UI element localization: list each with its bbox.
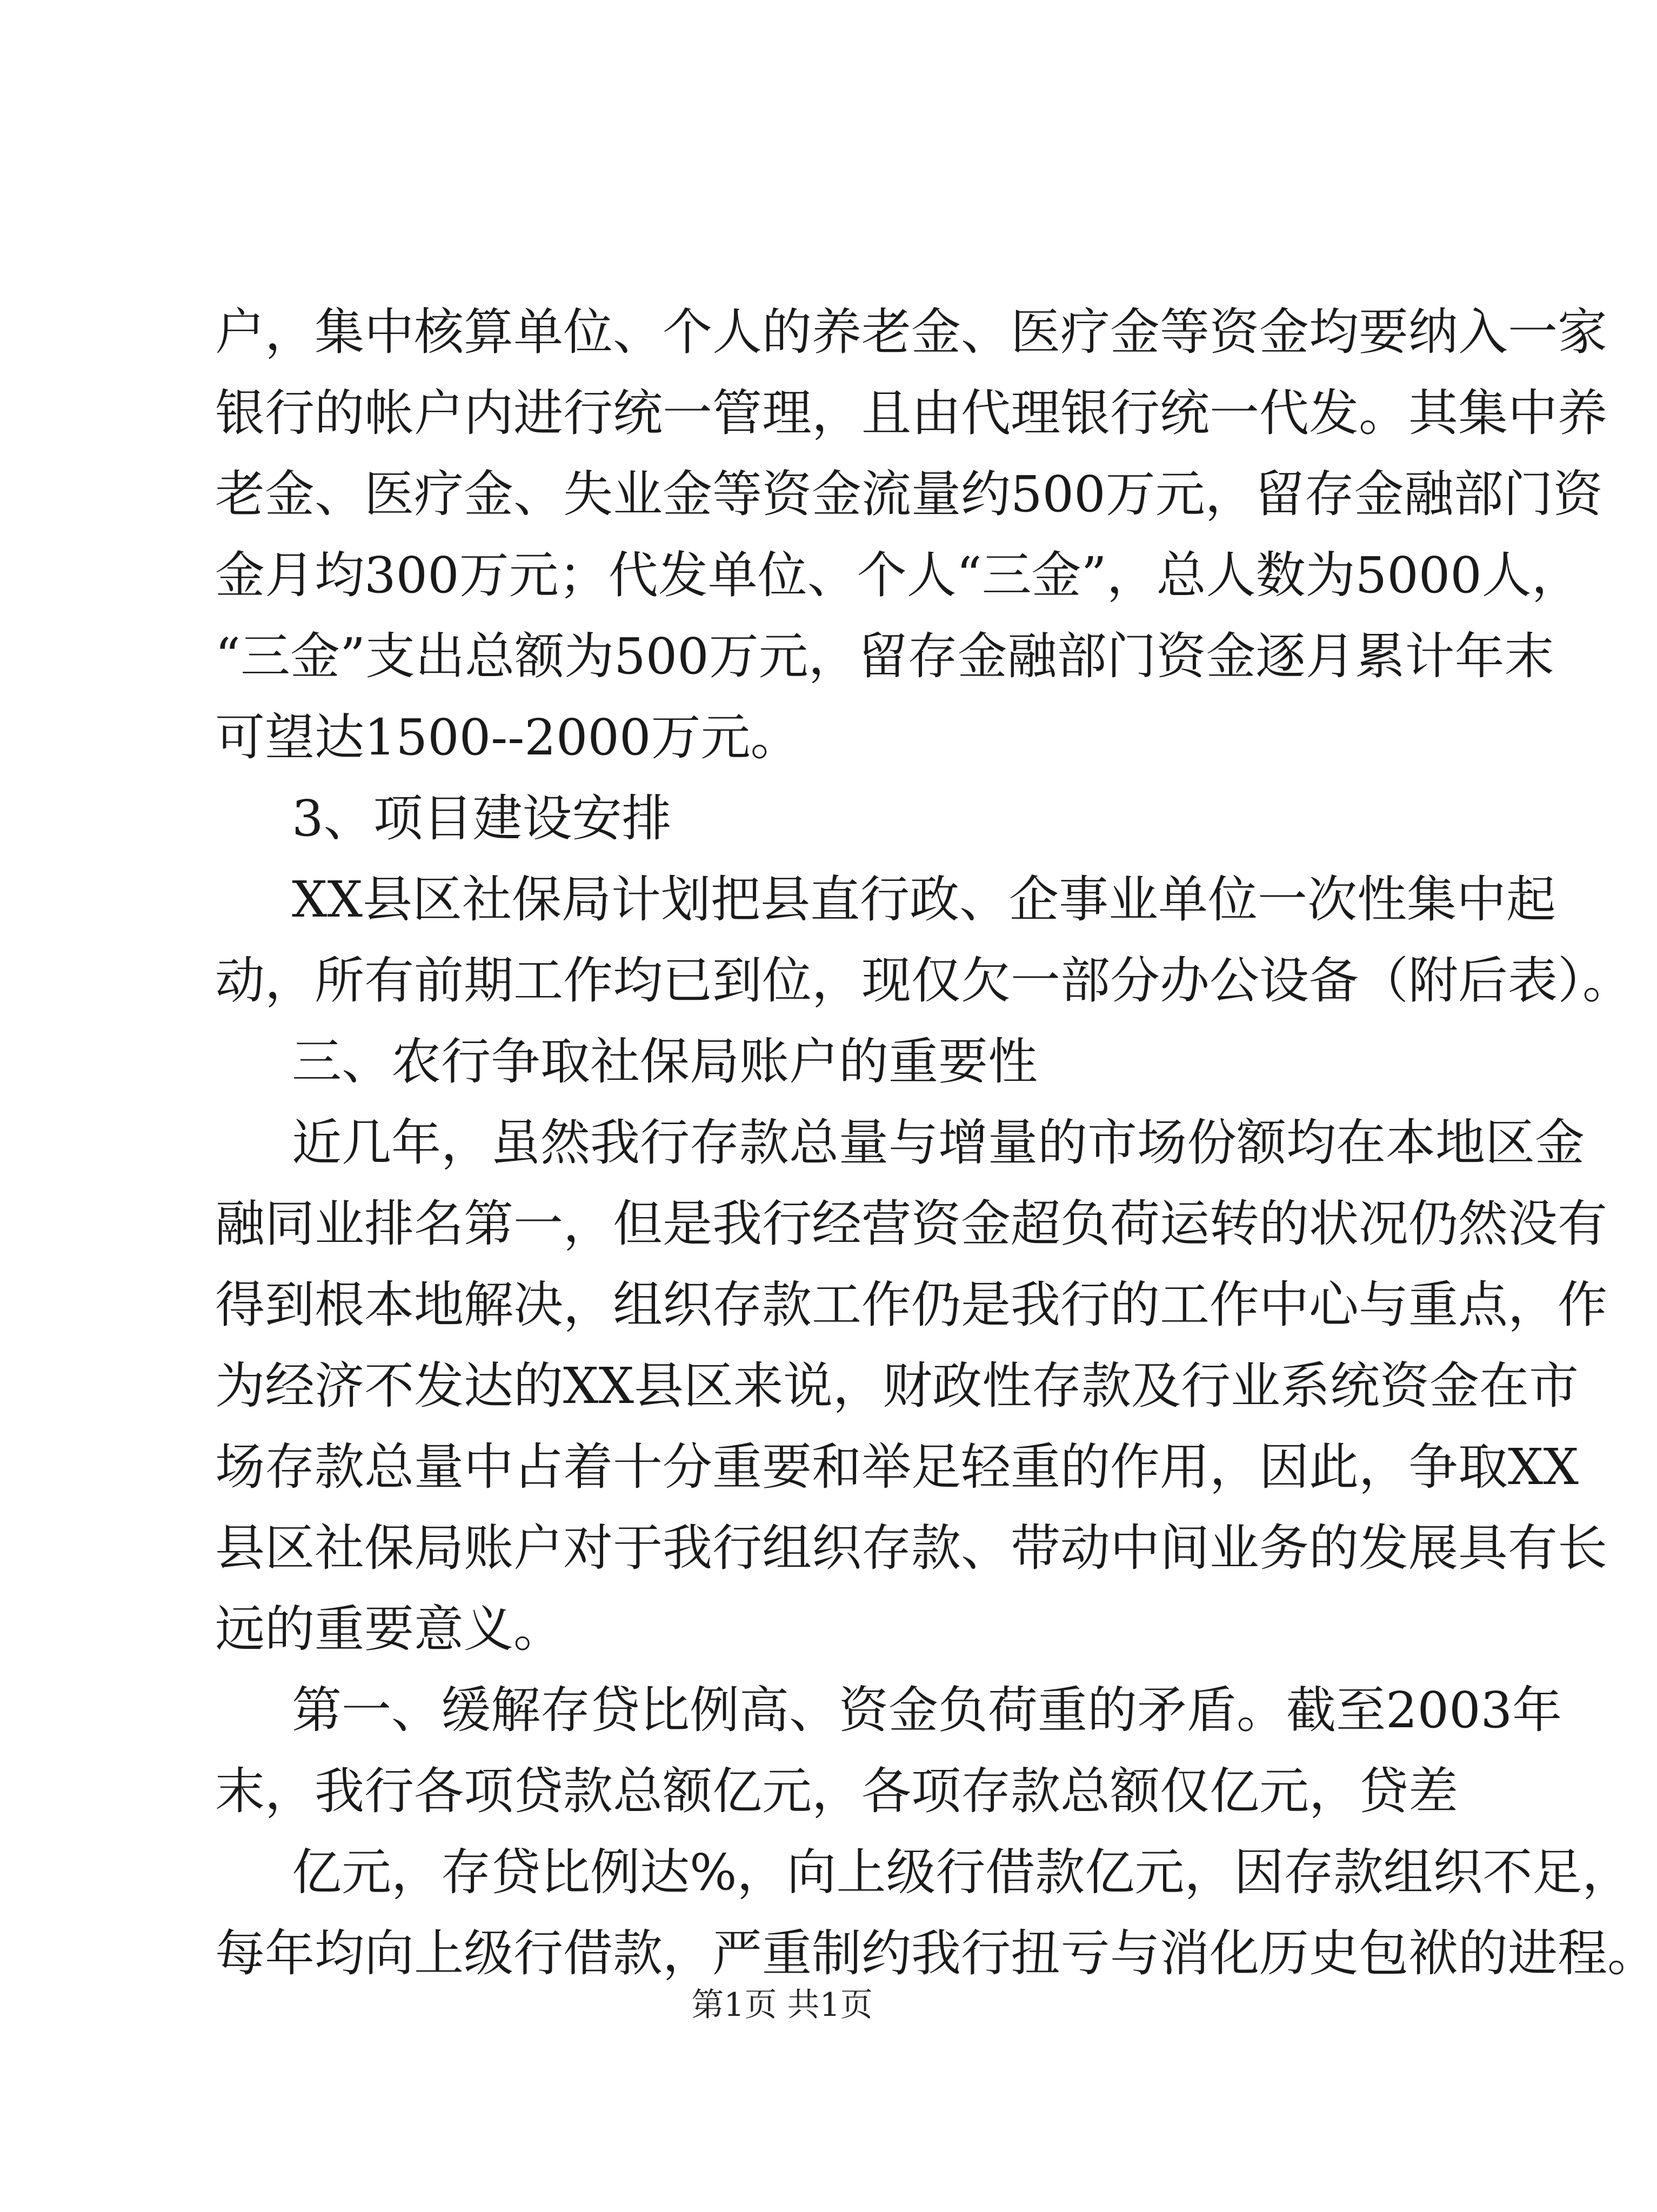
section-heading: 三、农行争取社保局账户的重要性	[292, 1033, 1038, 1091]
section-heading: 3、项目建设安排	[292, 790, 672, 847]
text-line: 老金、医疗金、失业金等资金流量约500万元，留存金融部门资	[215, 465, 1603, 523]
text-line: 亿元，存贷比例达%，向上级行借款亿元，因存款组织不足，	[292, 1843, 1632, 1901]
text-line: 户，集中核算单位、个人的养老金、医疗金等资金均要纳入一家	[215, 303, 1608, 361]
text-line: 银行的帐户内进行统一管理，且由代理银行统一代发。其集中养	[215, 384, 1608, 442]
page-number-footer: 第1页 共1页	[691, 1986, 873, 2024]
text-line: 末，我行各项贷款总额亿元，各项存款总额仅亿元，贷差	[215, 1762, 1459, 1820]
text-line: “三金”支出总额为500万元，留存金融部门资金逐月累计年末	[215, 627, 1554, 685]
text-line: 县区社保局账户对于我行组织存款、带动中间业务的发展具有长	[215, 1519, 1608, 1577]
text-line: 为经济不发达的XX县区来说，财政性存款及行业系统资金在市	[215, 1357, 1579, 1415]
text-line: 第一、缓解存贷比例高、资金负荷重的矛盾。截至2003年	[292, 1681, 1562, 1739]
text-line: 场存款总量中占着十分重要和举足轻重的作用，因此，争取XX	[215, 1438, 1579, 1496]
text-line: 远的重要意义。	[215, 1600, 564, 1658]
text-line: 可望达1500--2000万元。	[215, 709, 800, 766]
text-line: 每年均向上级行借款，严重制约我行扭亏与消化历史包袱的进程。	[215, 1924, 1657, 1982]
text-line: 融同业排名第一，但是我行经营资金超负荷运转的状况仍然没有	[215, 1195, 1608, 1253]
text-line: 近几年，虽然我行存款总量与增量的市场份额均在本地区金	[292, 1114, 1585, 1172]
text-line: 得到根本地解决，组织存款工作仍是我行的工作中心与重点，作	[215, 1276, 1608, 1334]
text-line: 金月均300万元；代发单位、个人“三金”，总人数为5000人，	[215, 546, 1581, 604]
text-line: 动，所有前期工作均已到位，现仅欠一部分办公设备（附后表）。	[215, 952, 1633, 1010]
text-line: XX县区社保局计划把县直行政、企事业单位一次性集中起	[292, 871, 1556, 928]
